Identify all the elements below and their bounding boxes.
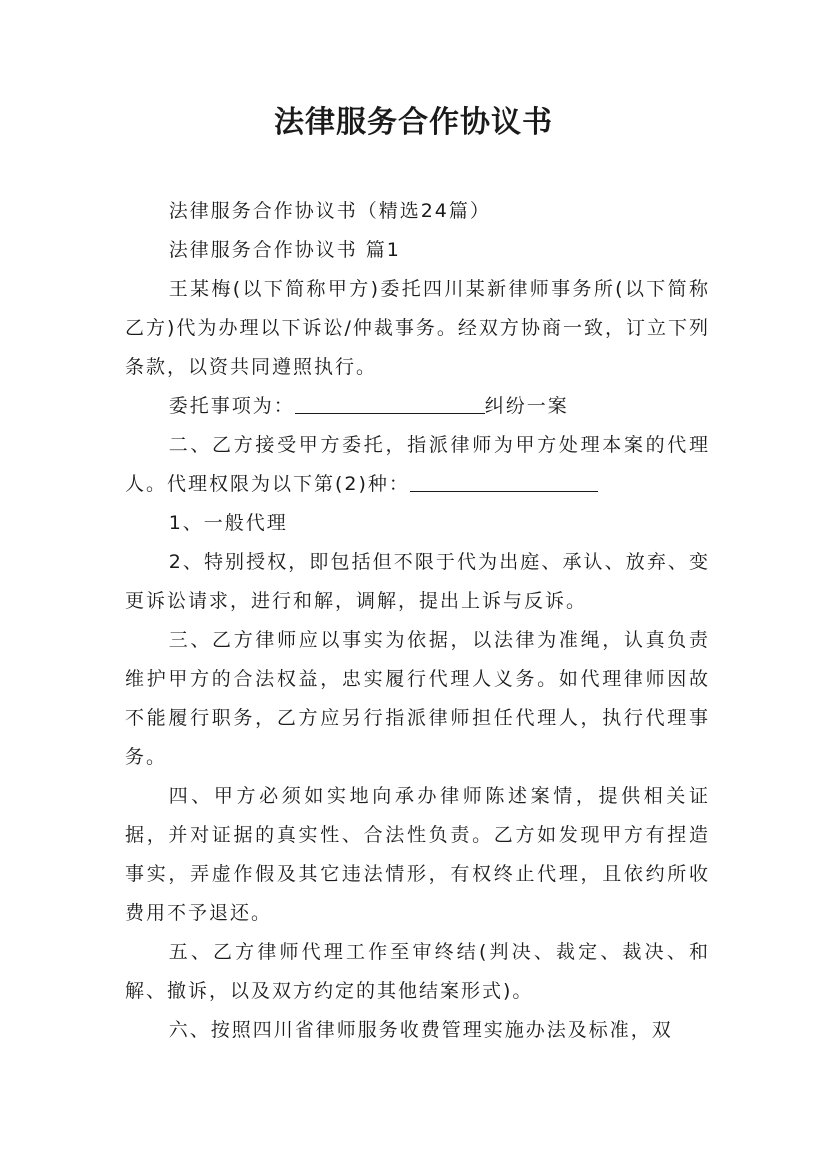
paragraph-clause-6: 六、按照四川省律师服务收费管理实施办法及标准，双 — [168, 1019, 673, 1041]
authority-blank-line — [410, 469, 598, 492]
document-title: 法律服务合作协议书 — [274, 105, 553, 140]
paragraph-intro: 王某梅(以下简称甲方)委托四川某新律师事务所(以下简称乙方)代为办理以下诉讼/仲裁事务。经双方协商一致，订立下列条款，以资共同遵照执行。 — [125, 278, 710, 378]
entrust-blank-line — [295, 391, 485, 414]
paragraph-clause-2 — [125, 426, 710, 504]
paragraph-section-heading: 法律服务合作协议书 篇1 — [168, 239, 401, 261]
paragraph-special-authorization: 2、特别授权，即包括但不限于代为出庭、承认、放弃、变更诉讼请求，进行和解，调解，提出上诉与反诉。 — [125, 551, 710, 612]
entrust-suffix: 纠纷一案 — [484, 395, 569, 417]
paragraph-subtitle: 法律服务合作协议书（精选24篇） — [168, 200, 491, 222]
paragraph-general-agency: 1、一般代理 — [168, 512, 288, 534]
document-body — [125, 192, 710, 1050]
entrust-prefix: 委托事项为： — [168, 395, 295, 417]
paragraph-clause-4: 四、甲方必须如实地向承办律师陈述案情，提供相关证据，并对证据的真实性、合法性负责。乙方如发现甲方有捏造事实，弄虚作假及其它违法情形，有权终止代理，且依约所收费用不予退还。 — [125, 785, 710, 924]
paragraph-clause-5: 五、乙方律师代理工作至审终结(判决、裁定、裁决、和解、撤诉，以及双方约定的其他结案形式)。 — [125, 941, 710, 1002]
paragraph-clause-3: 三、乙方律师应以事实为依据，以法律为准绳，认真负责维护甲方的合法权益，忠实履行代理人义务。如代理律师因故不能履行职务，乙方应另行指派律师担任代理人，执行代理事务。 — [125, 629, 710, 768]
paragraph-entrust-matter — [125, 387, 710, 426]
clause-2-text: 二、乙方接受甲方委托，指派律师为甲方处理本案的代理人。代理权限为以下第(2)种： — [125, 434, 710, 495]
